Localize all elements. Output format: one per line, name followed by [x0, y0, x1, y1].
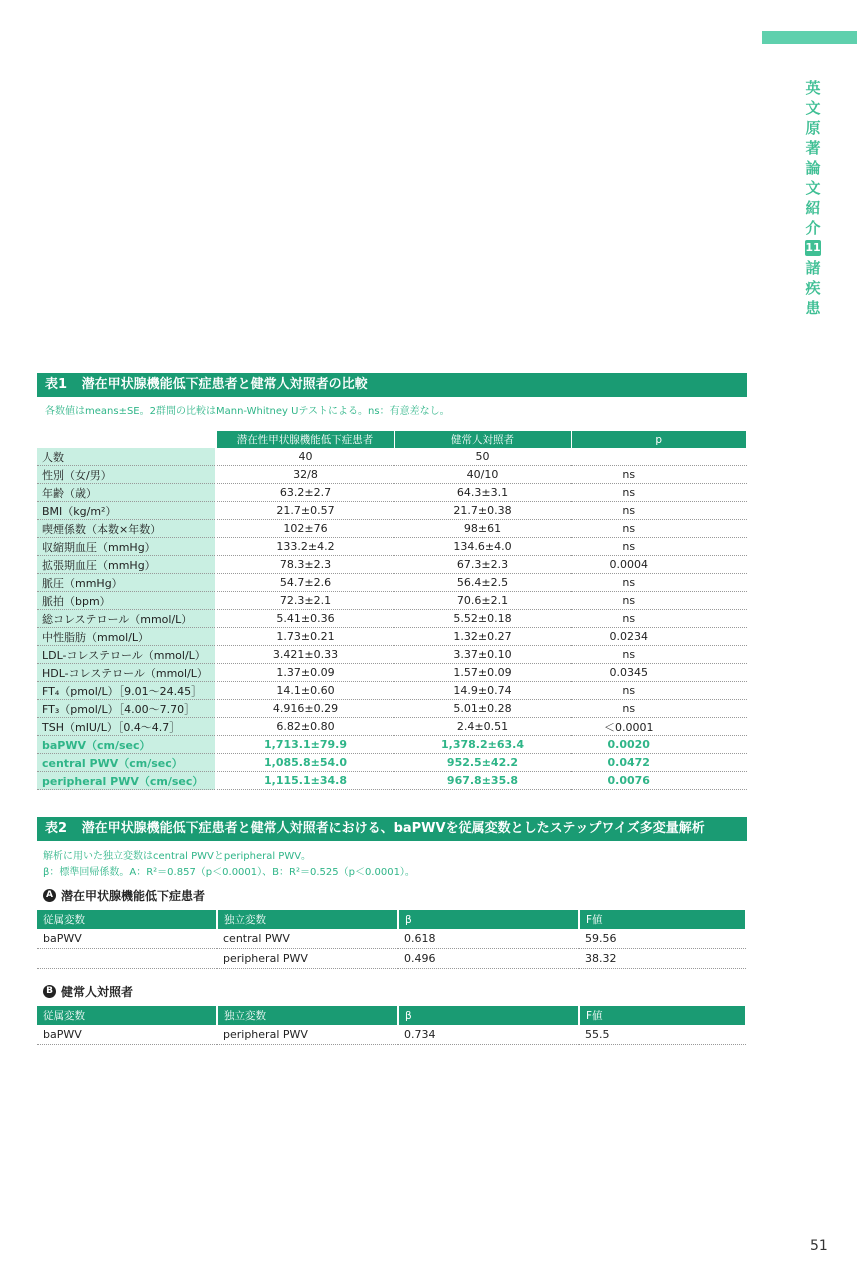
- cell-value: [571, 448, 747, 466]
- cell-value: 14.1±0.60: [216, 682, 394, 700]
- cell-value: 1,713.1±79.9: [216, 736, 394, 754]
- cell-value: 50: [394, 448, 571, 466]
- section-title: 潜在甲状腺機能低下症患者: [61, 889, 206, 903]
- side-title-char: 紹: [805, 199, 821, 217]
- row-label: central PWV（cm/sec）: [37, 754, 216, 772]
- section-a-heading: [37, 887, 747, 904]
- table-row: [37, 754, 747, 772]
- row-label: peripheral PWV（cm/sec）: [37, 772, 216, 790]
- cell-value: 98±61: [394, 520, 571, 538]
- table-row: [37, 448, 747, 466]
- row-label: 性別（女/男）: [37, 466, 216, 484]
- cell-value: ns: [571, 520, 747, 538]
- cell-value: 1.32±0.27: [394, 628, 571, 646]
- cell-value: [37, 949, 217, 969]
- cell-value: ns: [571, 646, 747, 664]
- cell-value: ns: [571, 700, 747, 718]
- table-row: [37, 700, 747, 718]
- row-label: BMI（kg/m²）: [37, 502, 216, 520]
- cell-value: ns: [571, 538, 747, 556]
- cell-value: 1,085.8±54.0: [216, 754, 394, 772]
- cell-value: ns: [571, 610, 747, 628]
- column-header: β: [398, 1006, 579, 1025]
- cell-value: baPWV: [37, 929, 217, 949]
- cell-value: baPWV: [37, 1025, 217, 1045]
- table2-notes: [37, 849, 747, 881]
- cell-value: peripheral PWV: [217, 1025, 398, 1045]
- section-title: 健常人対照者: [61, 985, 134, 999]
- row-label: 人数: [37, 448, 216, 466]
- cell-value: 55.5: [579, 1025, 746, 1045]
- cell-value: 72.3±2.1: [216, 592, 394, 610]
- cell-value: 6.82±0.80: [216, 718, 394, 736]
- row-label: TSH（mIU/L）［0.4〜4.7］: [37, 718, 216, 736]
- blank-header: [37, 431, 216, 448]
- cell-value: 64.3±3.1: [394, 484, 571, 502]
- row-label: LDL-コレステロール（mmol/L）: [37, 646, 216, 664]
- table2-note-line: 解析に用いた独立変数はcentral PWVとperipheral PWV。: [43, 851, 312, 862]
- cell-value: 5.52±0.18: [394, 610, 571, 628]
- table-row: [37, 1025, 746, 1045]
- table2-header: [37, 817, 747, 841]
- column-header: 独立変数: [217, 910, 398, 929]
- cell-value: ns: [571, 466, 747, 484]
- cell-value: central PWV: [217, 929, 398, 949]
- section-b-heading: [37, 983, 747, 1000]
- row-label: 中性脂肪（mmol/L）: [37, 628, 216, 646]
- cell-value: 3.421±0.33: [216, 646, 394, 664]
- side-title-char: 疾: [805, 279, 821, 297]
- row-label: 拡張期血圧（mmHg）: [37, 556, 216, 574]
- cell-value: 5.01±0.28: [394, 700, 571, 718]
- table-row: [37, 664, 747, 682]
- table1-label: 表1: [45, 377, 68, 392]
- table1-note: 各数値はmeans±SE。2群間の比較はMann-Whitney Uテストによる。ns：有意差なし。: [45, 406, 450, 417]
- column-header: 従属変数: [37, 1006, 217, 1025]
- cell-value: 0.0234: [571, 628, 747, 646]
- side-title-char: 文: [805, 99, 821, 117]
- cell-value: 67.3±2.3: [394, 556, 571, 574]
- cell-value: 70.6±2.1: [394, 592, 571, 610]
- cell-value: 133.2±4.2: [216, 538, 394, 556]
- circle-marker: B: [43, 985, 56, 998]
- cell-value: 1.57±0.09: [394, 664, 571, 682]
- side-section-title: [803, 78, 823, 318]
- cell-value: 1,378.2±63.4: [394, 736, 571, 754]
- table-row: [37, 736, 747, 754]
- table-row: [37, 538, 747, 556]
- row-label: 喫煙係数（本数×年数）: [37, 520, 216, 538]
- side-title-char: 原: [805, 119, 821, 137]
- side-title-char: 患: [805, 299, 821, 317]
- table-row: [37, 610, 747, 628]
- side-section-number: 11: [805, 241, 821, 254]
- cell-value: 32/8: [216, 466, 394, 484]
- table-row: [37, 718, 747, 736]
- cell-value: 134.6±4.0: [394, 538, 571, 556]
- cell-value: ns: [571, 502, 747, 520]
- cell-value: 59.56: [579, 929, 746, 949]
- column-header: 潜在性甲状腺機能低下症患者: [216, 431, 394, 448]
- table2: [37, 817, 747, 1045]
- row-label: 脈圧（mmHg）: [37, 574, 216, 592]
- table1-title: 潜在甲状腺機能低下症患者と健常人対照者の比較: [81, 377, 368, 392]
- page-number: 51: [810, 1238, 828, 1254]
- cell-value: 2.4±0.51: [394, 718, 571, 736]
- cell-value: ns: [571, 592, 747, 610]
- row-label: FT₄（pmol/L）［9.01〜24.45］: [37, 682, 216, 700]
- table-row: [37, 949, 746, 969]
- side-accent-bar: [762, 31, 857, 44]
- table-row: [37, 592, 747, 610]
- cell-value: ＜0.0001: [571, 718, 747, 736]
- table-row: [37, 574, 747, 592]
- row-label: 総コレステロール（mmol/L）: [37, 610, 216, 628]
- table2b-grid: [37, 1006, 747, 1045]
- table2-title: 潜在甲状腺機能低下症患者と健常人対照者における、baPWVを従属変数としたステップワイズ多変量解析: [81, 821, 705, 836]
- cell-value: 1.37±0.09: [216, 664, 394, 682]
- cell-value: 14.9±0.74: [394, 682, 571, 700]
- cell-value: 0.0076: [571, 772, 747, 790]
- cell-value: peripheral PWV: [217, 949, 398, 969]
- cell-value: 967.8±35.8: [394, 772, 571, 790]
- column-header: F値: [579, 910, 746, 929]
- cell-value: 1,115.1±34.8: [216, 772, 394, 790]
- row-label: 収縮期血圧（mmHg）: [37, 538, 216, 556]
- side-title-char: 論: [805, 159, 821, 177]
- cell-value: ns: [571, 574, 747, 592]
- column-header: F値: [579, 1006, 746, 1025]
- cell-value: 0.734: [398, 1025, 579, 1045]
- cell-value: 0.496: [398, 949, 579, 969]
- table-row: [37, 502, 747, 520]
- cell-value: 21.7±0.57: [216, 502, 394, 520]
- side-title-char: 著: [805, 139, 821, 157]
- table-row: [37, 682, 747, 700]
- cell-value: 102±76: [216, 520, 394, 538]
- table2-label: 表2: [45, 821, 68, 836]
- row-label: baPWV（cm/sec）: [37, 736, 216, 754]
- cell-value: 63.2±2.7: [216, 484, 394, 502]
- table-row: [37, 772, 747, 790]
- column-header: p: [571, 431, 747, 448]
- table1-header: [37, 373, 747, 397]
- column-header: 独立変数: [217, 1006, 398, 1025]
- cell-value: 54.7±2.6: [216, 574, 394, 592]
- row-label: 脈拍（bpm）: [37, 592, 216, 610]
- side-title-char: 英: [805, 79, 821, 97]
- row-label: FT₃（pmol/L）［4.00〜7.70］: [37, 700, 216, 718]
- column-header: 健常人対照者: [394, 431, 571, 448]
- cell-value: 56.4±2.5: [394, 574, 571, 592]
- cell-value: 3.37±0.10: [394, 646, 571, 664]
- cell-value: 0.0004: [571, 556, 747, 574]
- side-title-char: 諸: [805, 259, 821, 277]
- cell-value: 38.32: [579, 949, 746, 969]
- table-row: [37, 520, 747, 538]
- table-row: [37, 646, 747, 664]
- row-label: HDL-コレステロール（mmol/L）: [37, 664, 216, 682]
- cell-value: ns: [571, 484, 747, 502]
- cell-value: 0.0472: [571, 754, 747, 772]
- cell-value: ns: [571, 682, 747, 700]
- table-row: [37, 929, 746, 949]
- row-label: 年齢（歳）: [37, 484, 216, 502]
- table1-grid: [37, 431, 747, 790]
- column-header: β: [398, 910, 579, 929]
- cell-value: 952.5±42.2: [394, 754, 571, 772]
- column-header: 従属変数: [37, 910, 217, 929]
- table-row: [37, 556, 747, 574]
- cell-value: 4.916±0.29: [216, 700, 394, 718]
- table-row: [37, 466, 747, 484]
- cell-value: 40/10: [394, 466, 571, 484]
- cell-value: 0.0020: [571, 736, 747, 754]
- table-row: [37, 628, 747, 646]
- side-title-char: 介: [805, 219, 821, 237]
- table1: [37, 373, 747, 790]
- cell-value: 0.618: [398, 929, 579, 949]
- cell-value: 21.7±0.38: [394, 502, 571, 520]
- cell-value: 1.73±0.21: [216, 628, 394, 646]
- cell-value: 40: [216, 448, 394, 466]
- side-title-char: 文: [805, 179, 821, 197]
- table2-note-line: β：標準回帰係数。A：R²＝0.857（p＜0.0001）、B：R²＝0.525（p＜0.0001）。: [43, 867, 415, 878]
- cell-value: 78.3±2.3: [216, 556, 394, 574]
- table2a-grid: [37, 910, 747, 969]
- cell-value: 5.41±0.36: [216, 610, 394, 628]
- cell-value: 0.0345: [571, 664, 747, 682]
- table-row: [37, 484, 747, 502]
- circle-marker: A: [43, 889, 56, 902]
